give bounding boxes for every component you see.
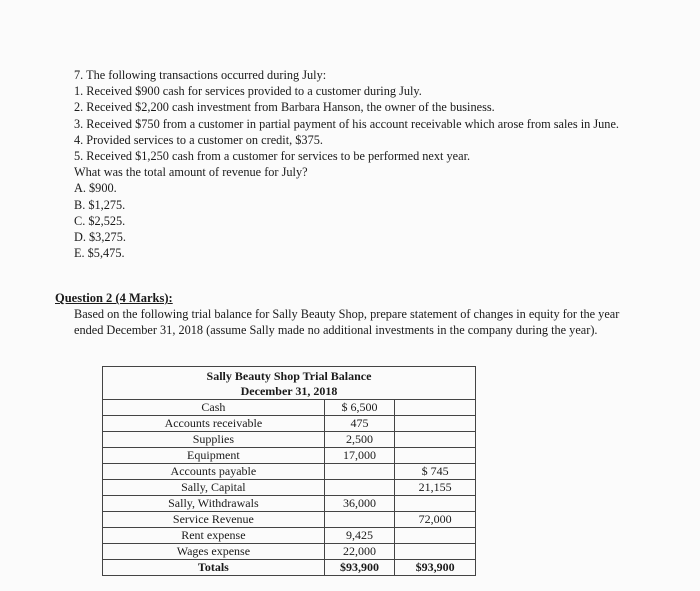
account-name: Equipment <box>103 448 325 464</box>
transaction-item-5: 5. Received $1,250 cash from a customer for services to be performed next year. <box>74 149 471 164</box>
debit-amount: $ 6,500 <box>324 400 395 416</box>
totals-debit: $93,900 <box>324 560 395 576</box>
credit-amount <box>395 528 476 544</box>
totals-credit: $93,900 <box>395 560 476 576</box>
answer-option-e: E. $5,475. <box>74 246 125 261</box>
trial-balance-table <box>102 366 476 576</box>
account-name: Sally, Capital <box>103 480 325 496</box>
answer-option-c: C. $2,525. <box>74 213 126 228</box>
trial-balance-date: December 31, 2018 <box>103 384 476 400</box>
account-name: Accounts payable <box>103 464 325 480</box>
credit-amount <box>395 400 476 416</box>
question-7-stem: 7. The following transactions occurred during July: <box>74 68 327 82</box>
table-row <box>103 432 476 448</box>
question-2-title: Question 2 (4 Marks): <box>55 291 173 305</box>
account-name: Sally, Withdrawals <box>103 496 325 512</box>
debit-amount: 17,000 <box>324 448 395 464</box>
totals-label: Totals <box>103 560 325 576</box>
credit-amount: 72,000 <box>395 512 476 528</box>
debit-amount: 475 <box>324 416 395 432</box>
credit-amount: $ 745 <box>395 464 476 480</box>
table-row <box>103 496 476 512</box>
totals-row <box>103 560 476 576</box>
credit-amount <box>395 544 476 560</box>
debit-amount: 9,425 <box>324 528 395 544</box>
table-row <box>103 448 476 464</box>
answer-option-a: A. $900. <box>74 181 117 196</box>
table-row <box>103 400 476 416</box>
question-2-body: Based on the following trial balance for Sally Beauty Shop, prepare statement of changes in equity for the year ended December 31, 2018 (assume Sally made no additional investments in the company during the year). <box>74 307 620 337</box>
debit-amount: 22,000 <box>324 544 395 560</box>
trial-balance-title: Sally Beauty Shop Trial Balance <box>103 367 476 385</box>
table-row <box>103 416 476 432</box>
debit-amount <box>324 464 395 480</box>
transaction-item-2: 2. Received $2,200 cash investment from Barbara Hanson, the owner of the business. <box>74 100 495 115</box>
answer-option-d: D. $3,275. <box>74 230 126 245</box>
table-row <box>103 464 476 480</box>
account-name: Accounts receivable <box>103 416 325 432</box>
credit-amount <box>395 432 476 448</box>
transaction-item-3: 3. Received $750 from a customer in partial payment of his account receivable which arose from sales in June. <box>74 116 619 131</box>
answer-option-b: B. $1,275. <box>74 197 126 212</box>
debit-amount: 2,500 <box>324 432 395 448</box>
table-row <box>103 480 476 496</box>
table-row <box>103 528 476 544</box>
table-row <box>103 544 476 560</box>
credit-amount: 21,155 <box>395 480 476 496</box>
account-name: Supplies <box>103 432 325 448</box>
table-row <box>103 512 476 528</box>
credit-amount <box>395 416 476 432</box>
debit-amount: 36,000 <box>324 496 395 512</box>
credit-amount <box>395 496 476 512</box>
question-7-prompt: What was the total amount of revenue for July? <box>74 165 308 180</box>
debit-amount <box>324 480 395 496</box>
transaction-item-4: 4. Provided services to a customer on credit, $375. <box>74 132 323 147</box>
credit-amount <box>395 448 476 464</box>
account-name: Wages expense <box>103 544 325 560</box>
account-name: Rent expense <box>103 528 325 544</box>
question-7 <box>74 67 634 261</box>
account-name: Service Revenue <box>103 512 325 528</box>
debit-amount <box>324 512 395 528</box>
account-name: Cash <box>103 400 325 416</box>
transaction-item-1: 1. Received $900 cash for services provided to a customer during July. <box>74 84 422 99</box>
